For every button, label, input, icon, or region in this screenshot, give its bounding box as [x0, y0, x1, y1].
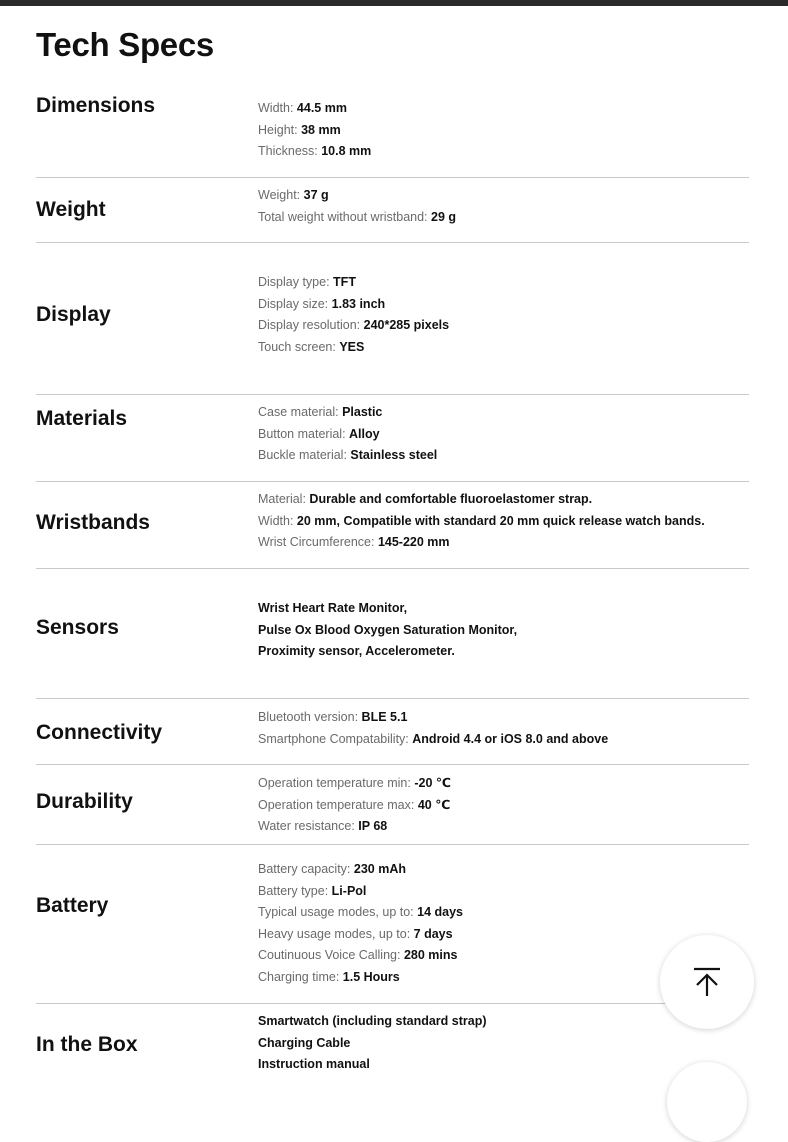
spec-row-dimensions — [36, 80, 749, 178]
spec-values — [258, 1011, 487, 1076]
spec-line — [258, 1033, 487, 1055]
spec-values — [258, 859, 463, 989]
spec-value: 44.5 mm — [296, 101, 347, 115]
spec-line — [258, 729, 608, 751]
spec-value: Proximity sensor, Accelerometer. — [258, 644, 455, 659]
spec-key: Operation temperature max: — [258, 797, 415, 812]
spec-value: 14 days — [417, 905, 464, 920]
floating-action-button[interactable] — [667, 1062, 747, 1142]
spec-values — [258, 402, 437, 467]
spec-key: Wrist Circumference: — [258, 535, 375, 550]
spec-label: Battery — [36, 894, 109, 917]
spec-value: Durable and comfortable fluoroelastomer strap. — [309, 492, 593, 506]
spec-key: Display type: — [258, 275, 330, 289]
spec-key: Display size: — [258, 296, 329, 311]
spec-line — [258, 402, 437, 424]
spec-key: Display resolution: — [258, 318, 361, 333]
spec-key: Height: — [258, 122, 298, 137]
spec-value: BLE 5.1 — [361, 710, 408, 724]
spec-value: 1.5 Hours — [342, 969, 400, 984]
spec-value: YES — [339, 339, 365, 354]
spec-label: Connectivity — [36, 721, 163, 744]
spec-line — [258, 511, 705, 533]
spec-label: Weight — [36, 198, 106, 221]
spec-line — [258, 98, 371, 120]
spec-value: Li-Pol — [331, 883, 367, 898]
spec-row-display — [36, 243, 749, 395]
spec-key: Water resistance: — [258, 819, 355, 834]
spec-line — [258, 924, 463, 946]
spec-line — [258, 532, 705, 554]
spec-line — [258, 707, 608, 729]
spec-key: Total weight without wristband: — [258, 209, 428, 224]
spec-value: Android 4.4 or iOS 8.0 and above — [412, 731, 609, 746]
spec-key: Touch screen: — [258, 339, 336, 354]
spec-key: Case material: — [258, 405, 339, 419]
spec-value: 20 mm, Compatible with standard 20 mm quick release watch bands. — [296, 513, 705, 528]
spec-row-battery — [36, 845, 749, 1004]
page-title: Tech Specs — [36, 26, 214, 63]
spec-key: Weight: — [258, 188, 301, 202]
spec-line — [258, 141, 371, 163]
spec-line — [258, 337, 449, 359]
spec-key: Typical usage modes, up to: — [258, 905, 414, 920]
spec-key: Operation temperature min: — [258, 776, 411, 790]
spec-key: Width: — [258, 513, 294, 528]
spec-line — [258, 816, 451, 838]
spec-label: Dimensions — [36, 94, 156, 117]
spec-label: Wristbands — [36, 511, 150, 534]
spec-value: 7 days — [413, 926, 453, 941]
spec-key: Battery type: — [258, 883, 329, 898]
spec-line — [258, 445, 437, 467]
spec-value: 1.83 inch — [331, 296, 386, 311]
spec-value: 240*285 pixels — [363, 318, 450, 333]
spec-row-wristbands — [36, 482, 749, 569]
spec-value: -20 ℃ — [414, 776, 452, 790]
spec-values — [258, 185, 456, 228]
spec-row-weight — [36, 178, 749, 243]
spec-value: IP 68 — [358, 819, 388, 834]
spec-line — [258, 859, 463, 881]
spec-value: Alloy — [349, 426, 380, 441]
spec-key: Buckle material: — [258, 448, 347, 463]
spec-values — [258, 707, 608, 750]
spec-line — [258, 489, 705, 511]
spec-line — [258, 272, 449, 294]
arrow-up-to-top-icon — [690, 965, 724, 999]
spec-value: 280 mins — [403, 948, 458, 963]
spec-line — [258, 207, 456, 229]
spec-values — [258, 489, 705, 554]
top-bar — [0, 0, 788, 6]
spec-value: TFT — [333, 275, 356, 289]
spec-line — [258, 773, 451, 795]
spec-key: Smartphone Compatability: — [258, 731, 409, 746]
spec-line — [258, 641, 517, 663]
spec-line — [258, 795, 451, 817]
spec-line — [258, 620, 517, 642]
spec-label: Sensors — [36, 616, 119, 639]
spec-row-in-the-box — [36, 1004, 749, 1090]
spec-line — [258, 120, 371, 142]
spec-line — [258, 315, 449, 337]
spec-key: Heavy usage modes, up to: — [258, 926, 411, 941]
spec-key: Charging time: — [258, 969, 340, 984]
spec-row-connectivity — [36, 699, 749, 765]
spec-value: Pulse Ox Blood Oxygen Saturation Monitor, — [258, 622, 518, 637]
spec-value: 40 ℃ — [417, 797, 451, 812]
spec-values — [258, 272, 449, 358]
spec-key: Button material: — [258, 426, 346, 441]
spec-value: 10.8 mm — [321, 144, 372, 159]
spec-row-sensors — [36, 569, 749, 699]
spec-label: Display — [36, 303, 111, 326]
spec-row-materials — [36, 395, 749, 482]
spec-value: Smartwatch (including standard strap) — [258, 1014, 487, 1028]
spec-label: In the Box — [36, 1033, 138, 1056]
spec-line — [258, 967, 463, 989]
spec-values — [258, 98, 371, 163]
spec-label: Durability — [36, 790, 133, 813]
spec-value: Stainless steel — [350, 448, 438, 463]
spec-line — [258, 945, 463, 967]
spec-line — [258, 294, 449, 316]
spec-value: Wrist Heart Rate Monitor, — [258, 601, 408, 615]
spec-value: Instruction manual — [258, 1057, 370, 1072]
spec-value: 29 g — [431, 209, 457, 224]
spec-key: Material: — [258, 492, 306, 506]
spec-line — [258, 598, 517, 620]
spec-key: Coutinuous Voice Calling: — [258, 948, 401, 963]
specs-table — [36, 80, 749, 1090]
spec-line — [258, 424, 437, 446]
scroll-to-top-button[interactable] — [660, 935, 754, 1029]
spec-value: Plastic — [342, 405, 383, 419]
spec-line — [258, 1054, 487, 1076]
spec-key: Battery capacity: — [258, 862, 351, 876]
spec-value: 37 g — [303, 188, 329, 202]
spec-label: Materials — [36, 407, 128, 430]
spec-key: Width: — [258, 101, 294, 115]
spec-values — [258, 773, 451, 838]
spec-value: Charging Cable — [258, 1035, 351, 1050]
spec-key: Thickness: — [258, 144, 318, 159]
spec-line — [258, 881, 463, 903]
spec-row-durability — [36, 765, 749, 845]
spec-values — [258, 598, 517, 663]
spec-line — [258, 185, 456, 207]
spec-key: Bluetooth version: — [258, 710, 359, 724]
spec-line — [258, 1011, 487, 1033]
spec-line — [258, 902, 463, 924]
spec-value: 38 mm — [301, 122, 341, 137]
spec-value: 145-220 mm — [377, 535, 450, 550]
spec-value: 230 mAh — [353, 862, 406, 876]
